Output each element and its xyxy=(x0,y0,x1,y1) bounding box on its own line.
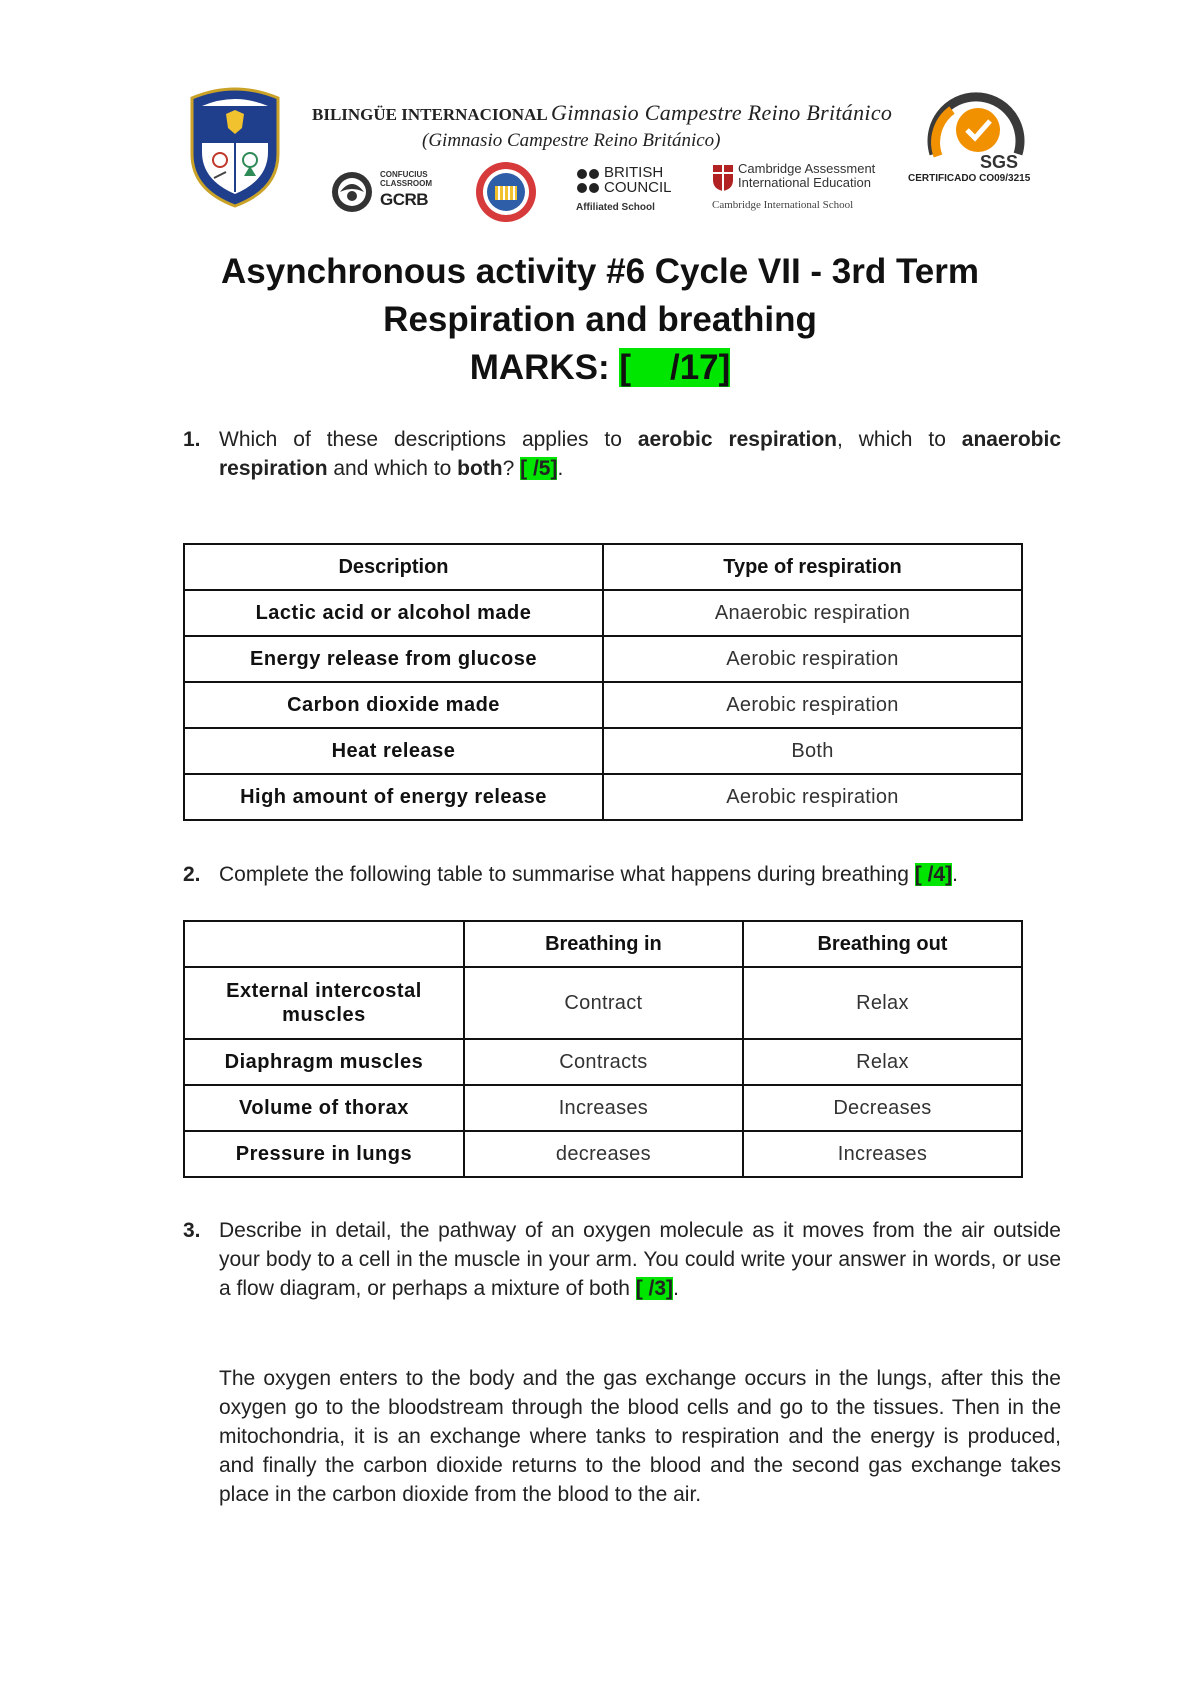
answer-cell[interactable]: Increases xyxy=(743,1131,1022,1177)
answer-cell[interactable]: Aerobic respiration xyxy=(603,682,1022,728)
colombia-seal-logo xyxy=(474,160,538,224)
row-label: Diaphragm muscles xyxy=(184,1039,464,1085)
question-number: 3. xyxy=(183,1219,201,1242)
question-1 xyxy=(183,425,1061,483)
marks-line xyxy=(0,348,1200,388)
q1-text-part: Which of these descriptions applies to xyxy=(219,428,638,451)
q3-text: Describe in detail, the pathway of an oxygen molecule as it moves from the air outside your body to a cell in the muscle in your arm. You could write your answer in words, or use a flow diagram, or perhaps a mixture of both xyxy=(219,1219,1061,1300)
school-subtitle: (Gimnasio Campestre Reino Británico) xyxy=(422,130,721,151)
answer-cell[interactable]: Aerobic respiration xyxy=(603,636,1022,682)
column-header: Breathing out xyxy=(743,921,1022,967)
cambridge-name-text: Cambridge Assessment International Education xyxy=(738,161,876,190)
question-text xyxy=(219,860,1061,889)
letterhead xyxy=(0,0,1200,230)
question-text xyxy=(219,1216,1061,1303)
answer-cell[interactable]: Increases xyxy=(464,1085,743,1131)
cambridge-logo xyxy=(712,162,892,214)
table-row xyxy=(184,1085,1022,1131)
table-row xyxy=(184,636,1022,682)
school-crest-logo xyxy=(186,80,284,208)
table-row xyxy=(184,1039,1022,1085)
row-label: Lactic acid or alcohol made xyxy=(184,590,603,636)
q3-marks-highlight: [ /3] xyxy=(635,1277,674,1300)
table-row xyxy=(184,774,1022,820)
respiration-table xyxy=(183,543,1023,821)
british-council-logo xyxy=(576,165,686,215)
table-row xyxy=(184,1131,1022,1177)
table-header-row xyxy=(184,921,1022,967)
q1-text-part: ? xyxy=(502,457,521,480)
row-label: Heat release xyxy=(184,728,603,774)
table-header-row xyxy=(184,544,1022,590)
column-header-empty xyxy=(184,921,464,967)
school-prefix: BILINGÜE INTERNACIONAL xyxy=(312,105,547,124)
answer-cell[interactable]: Decreases xyxy=(743,1085,1022,1131)
sgs-certification-logo xyxy=(916,84,1036,184)
topic-title: Respiration and breathing xyxy=(383,300,817,339)
breathing-table xyxy=(183,920,1023,1178)
cambridge-school-text: Cambridge International School xyxy=(712,199,854,211)
question-number: 1. xyxy=(183,428,201,451)
confucius-mini-text: CONFUCIUS CLASSROOM xyxy=(380,170,432,188)
row-label: High amount of energy release xyxy=(184,774,603,820)
school-script-name: Gimnasio Campestre Reino Británico xyxy=(551,100,893,125)
column-header: Type of respiration xyxy=(603,544,1022,590)
answer-cell[interactable]: Both xyxy=(603,728,1022,774)
column-header: Breathing in xyxy=(464,921,743,967)
certificate-number: CERTIFICADO CO09/3215 xyxy=(908,173,1031,184)
british-affiliated-text: Affiliated School xyxy=(576,202,655,213)
row-label: Volume of thorax xyxy=(184,1085,464,1131)
q1-text-part: , which to xyxy=(837,428,962,451)
answer-cell[interactable]: Contract xyxy=(464,967,743,1039)
q2-text-end: . xyxy=(952,863,958,886)
q2-text: Complete the following table to summarise what happens during breathing xyxy=(219,863,915,886)
question-text xyxy=(219,425,1061,483)
answer-paragraph[interactable]: The oxygen enters to the body and the gas exchange occurs in the lungs, after this the oxygen go to the bloodstream through the blood cells and go to the tissues. Then in the mitochondria, it is an exchange where tanks to respiration and the energy is produced, and finally the carbon dioxide returns to the blood and the second gas exchange takes place in the carbon dioxide from the blood to the air. xyxy=(219,1367,1061,1506)
answer-cell[interactable]: decreases xyxy=(464,1131,743,1177)
question-number: 2. xyxy=(183,863,201,886)
row-label: Pressure in lungs xyxy=(184,1131,464,1177)
row-label: External intercostal muscles xyxy=(184,967,464,1039)
sgs-label: SGS xyxy=(980,152,1019,172)
marks-total-highlight: [ /17] xyxy=(619,348,731,387)
answer-cell[interactable]: Contracts xyxy=(464,1039,743,1085)
q1-text-part: and which to xyxy=(327,457,458,480)
confucius-classroom-logo xyxy=(330,168,438,218)
q3-text-end: . xyxy=(673,1277,679,1300)
q1-marks-highlight: [ /5] xyxy=(520,457,558,480)
column-header: Description xyxy=(184,544,603,590)
row-label: Energy release from glucose xyxy=(184,636,603,682)
answer-cell[interactable]: Aerobic respiration xyxy=(603,774,1022,820)
school-name-line xyxy=(312,100,892,126)
question-3 xyxy=(183,1216,1061,1303)
answer-cell[interactable]: Anaerobic respiration xyxy=(603,590,1022,636)
british-council-text: BRITISH COUNCIL xyxy=(604,164,672,196)
row-label: Carbon dioxide made xyxy=(184,682,603,728)
question-2 xyxy=(183,860,1061,889)
table-row xyxy=(184,590,1022,636)
q1-bold-both: both xyxy=(457,457,503,480)
table-row xyxy=(184,728,1022,774)
answer-cell[interactable]: Relax xyxy=(743,1039,1022,1085)
marks-label: MARKS: xyxy=(469,348,620,387)
q1-bold-anaerobic: anaerobic respiration xyxy=(219,428,1062,480)
table-row xyxy=(184,967,1022,1039)
confucius-big-text: GCRB xyxy=(380,190,429,209)
table-row xyxy=(184,682,1022,728)
activity-title: Asynchronous activity #6 Cycle VII - 3rd Term xyxy=(221,252,979,291)
q1-text-end: . xyxy=(557,457,564,480)
q1-bold-aerobic: aerobic respiration xyxy=(637,428,837,451)
q2-marks-highlight: [ /4] xyxy=(914,863,953,886)
answer-cell[interactable]: Relax xyxy=(743,967,1022,1039)
